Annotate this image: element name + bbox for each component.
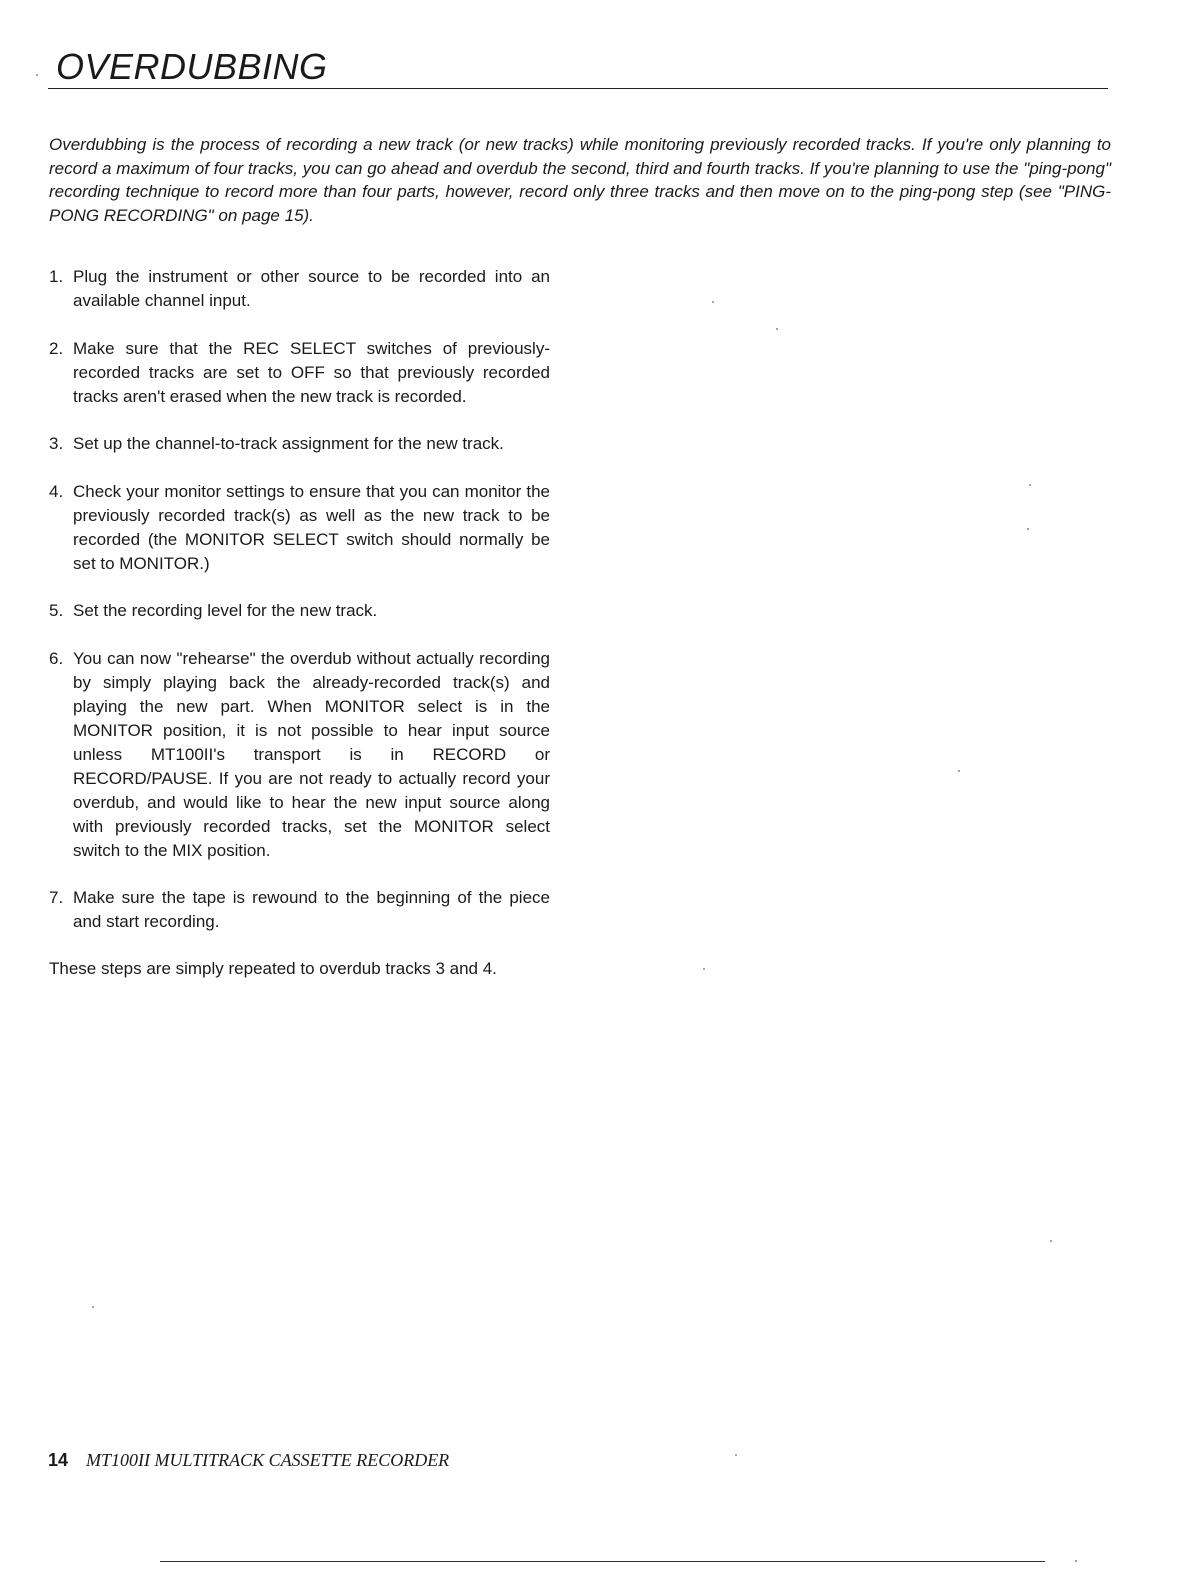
scan-speck bbox=[1075, 1560, 1077, 1562]
step-number: 1. bbox=[49, 267, 64, 286]
footer-title: MT100II MULTITRACK CASSETTE RECORDER bbox=[86, 1450, 450, 1470]
page-heading: OVERDUBBING bbox=[56, 46, 328, 87]
step-number: 3. bbox=[49, 434, 64, 453]
scan-speck bbox=[958, 770, 960, 772]
closing-paragraph: These steps are simply repeated to overdub tracks 3 and 4. bbox=[49, 959, 497, 978]
scan-speck bbox=[1027, 528, 1029, 530]
list-item bbox=[49, 599, 550, 623]
page-footer bbox=[48, 1450, 449, 1471]
step-text: Check your monitor settings to ensure that you can monitor the previously recorded track(s) as well as the new track to be recorded (the MONITOR SELECT switch should normally be set to MONITOR.) bbox=[73, 481, 550, 573]
scan-speck bbox=[1029, 484, 1031, 486]
bottom-rule bbox=[160, 1561, 1045, 1562]
step-number: 2. bbox=[49, 338, 64, 358]
list-item bbox=[49, 337, 550, 409]
scan-speck bbox=[92, 1306, 94, 1308]
scan-speck bbox=[776, 328, 778, 330]
step-number: 7. bbox=[49, 888, 64, 907]
list-item bbox=[49, 480, 550, 576]
page-number: 14 bbox=[48, 1450, 69, 1470]
step-text: Make sure that the REC SELECT switches of previously-recorded tracks are set to OFF so that previously recorded tracks aren't erased when the new track is recorded. bbox=[73, 338, 550, 406]
step-number: 6. bbox=[49, 648, 64, 668]
scan-speck bbox=[735, 1454, 737, 1456]
list-item bbox=[49, 886, 550, 934]
step-text: You can now "rehearse" the overdub without actually recording by simply playing back the already-recorded track(s) and playing the new part. When MONITOR select is in the MONITOR position, it is not possible to hear input source unless MT100II's transport is in RECORD or RECORD/PAUSE. If you are not ready to actually record your overdub, and would like to hear the new input source along with previously recorded tracks, set the MONITOR select switch to the MIX position. bbox=[73, 648, 550, 860]
list-item bbox=[49, 432, 550, 456]
heading-rule bbox=[48, 88, 1108, 89]
scan-speck bbox=[1050, 1240, 1052, 1242]
steps-list bbox=[49, 265, 550, 958]
scan-speck bbox=[712, 301, 714, 303]
scan-speck bbox=[36, 74, 38, 76]
step-number: 4. bbox=[49, 481, 64, 501]
list-item bbox=[49, 647, 550, 863]
intro-paragraph: Overdubbing is the process of recording a new track (or new tracks) while monitoring previously recorded tracks. If you're only planning to record a maximum of four tracks, you can go ahead and overdub the second, third and fourth tracks. If you're planning to use the "ping-pong" recording technique to record more than four parts, however, record only three tracks and then move on to the ping-pong step (see "PING-PONG RECORDING" on page 15). bbox=[49, 135, 1111, 225]
step-number: 5. bbox=[49, 601, 64, 620]
step-text: Set up the channel-to-track assignment for the new track. bbox=[73, 434, 504, 453]
scan-speck bbox=[703, 968, 705, 970]
step-text: Set the recording level for the new track. bbox=[73, 601, 378, 620]
step-text: Plug the instrument or other source to be recorded into an available channel input. bbox=[73, 267, 550, 310]
list-item bbox=[49, 265, 550, 313]
step-text: Make sure the tape is rewound to the beginning of the piece and start recording. bbox=[73, 888, 550, 931]
